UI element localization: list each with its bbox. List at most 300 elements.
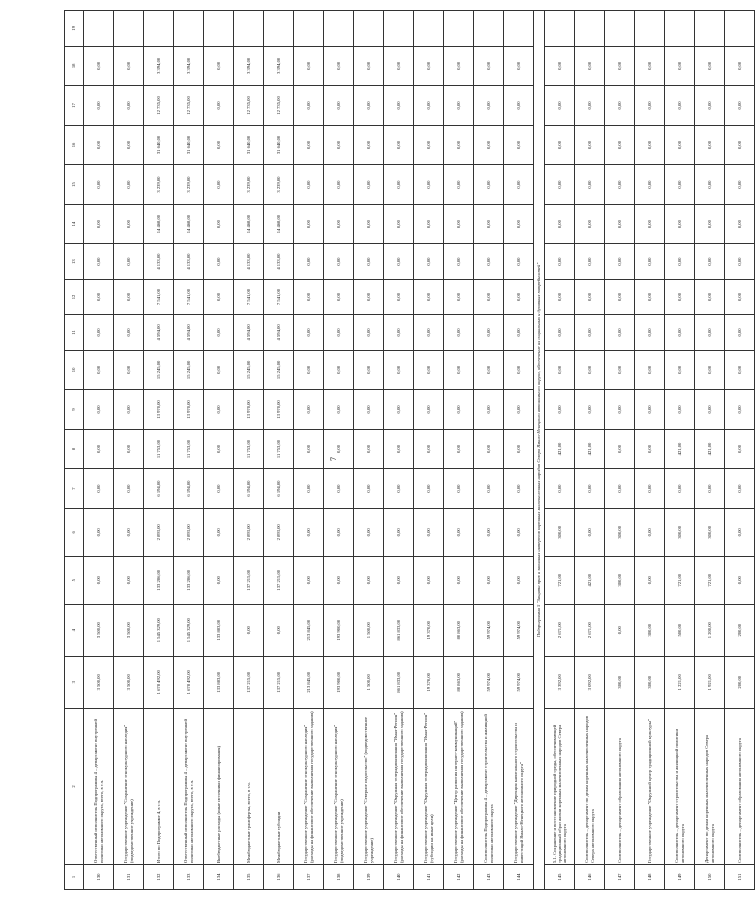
- value-cell: 721,00: [695, 556, 725, 604]
- row-name: Соисполнитель – департамент образования автономного округа: [725, 708, 755, 864]
- value-cell: 421,00: [665, 429, 695, 469]
- value-cell: 0,00: [605, 350, 635, 390]
- value-cell: 3 500,00: [114, 656, 144, 708]
- value-cell: 1 545 329,00: [174, 604, 204, 656]
- value-cell: 0,00: [414, 165, 444, 205]
- row-name: Государственное учреждение "Сохранение этнокультурного наследия" (расходы на финансовое обеспечение выполнения государственного задания): [294, 708, 324, 864]
- value-cell: 12 735,00: [144, 86, 174, 126]
- value-cell: 0,00: [474, 125, 504, 165]
- value-cell-empty: [384, 11, 414, 47]
- value-cell: 133 286,00: [174, 556, 204, 604]
- value-cell: 0,00: [384, 244, 414, 279]
- value-cell: 0,00: [444, 508, 474, 556]
- value-cell: 200,00: [725, 656, 755, 708]
- value-cell: 0,00: [204, 165, 234, 205]
- value-cell: 0,00: [725, 204, 755, 244]
- value-cell: 0,00: [545, 279, 575, 314]
- value-cell: 11 753,00: [144, 429, 174, 469]
- table-row: [384, 11, 414, 890]
- row-number: 142: [444, 865, 474, 890]
- value-cell: 0,00: [294, 86, 324, 126]
- value-cell: 14 468,00: [264, 204, 294, 244]
- row-name: Государственное учреждение "Сохранение этнокультурного наследия" (подведомственное учреждение): [324, 708, 354, 864]
- value-cell: 1 545 329,00: [144, 604, 174, 656]
- value-cell: 0,00: [665, 390, 695, 430]
- value-cell: 3 239,00: [234, 165, 264, 205]
- value-cell: 0,00: [384, 279, 414, 314]
- value-cell: 0,00: [204, 390, 234, 430]
- value-cell: 0,00: [575, 279, 605, 314]
- row-number: 145: [545, 865, 575, 890]
- row-number: 132: [144, 865, 174, 890]
- value-cell: 0,00: [204, 279, 234, 314]
- table-body-subprogram-4: [84, 11, 534, 890]
- row-number: 143: [474, 865, 504, 890]
- value-cell: 0,00: [84, 429, 114, 469]
- value-cell: 19 370,00: [414, 656, 444, 708]
- value-cell: 0,00: [114, 469, 144, 509]
- value-cell: 0,00: [294, 350, 324, 390]
- value-cell: 14 468,00: [144, 204, 174, 244]
- value-cell-empty: [234, 11, 264, 47]
- value-cell: 0,00: [635, 86, 665, 126]
- value-cell: 0,00: [414, 429, 444, 469]
- value-cell: 500,00: [665, 604, 695, 656]
- value-cell: 0,00: [545, 315, 575, 350]
- value-cell: 0,00: [665, 165, 695, 205]
- column-header: 8: [65, 429, 84, 469]
- value-cell: 0,00: [354, 244, 384, 279]
- value-cell: 0,00: [504, 165, 534, 205]
- table-row: [725, 11, 755, 890]
- value-cell: 0,00: [324, 469, 354, 509]
- value-cell: 0,00: [635, 469, 665, 509]
- value-cell-empty: [504, 11, 534, 47]
- row-name: Межбюджетные субсидии: [264, 708, 294, 864]
- value-cell: 0,00: [635, 125, 665, 165]
- value-cell: 861 833,00: [384, 656, 414, 708]
- value-cell: 7 541,00: [264, 279, 294, 314]
- value-cell: 0,00: [384, 46, 414, 86]
- value-cell: 0,00: [114, 279, 144, 314]
- value-cell: 0,00: [444, 556, 474, 604]
- value-cell: 0,00: [414, 204, 444, 244]
- value-cell: 0,00: [84, 165, 114, 205]
- value-cell: 0,00: [324, 244, 354, 279]
- value-cell: 0,00: [605, 604, 635, 656]
- value-cell: 0,00: [575, 508, 605, 556]
- row-number: 139: [354, 865, 384, 890]
- table-row: [294, 11, 324, 890]
- value-cell: 0,00: [725, 86, 755, 126]
- value-cell: 4 594,00: [144, 315, 174, 350]
- value-cell: 0,00: [444, 125, 474, 165]
- subprogram-5-header-row: [534, 11, 545, 890]
- row-number: 150: [695, 865, 725, 890]
- value-cell: 133 286,00: [144, 556, 174, 604]
- value-cell: 0,00: [84, 469, 114, 509]
- value-cell: 31 640,00: [234, 125, 264, 165]
- column-header: 6: [65, 508, 84, 556]
- value-cell: 0,00: [114, 556, 144, 604]
- value-cell: 0,00: [324, 279, 354, 314]
- value-cell: 0,00: [354, 165, 384, 205]
- column-header: 9: [65, 390, 84, 430]
- value-cell: 0,00: [264, 604, 294, 656]
- value-cell: 421,00: [575, 429, 605, 469]
- column-header: 13: [65, 244, 84, 279]
- value-cell: 3 500,00: [84, 656, 114, 708]
- value-cell: 0,00: [695, 244, 725, 279]
- value-cell: 137 215,00: [234, 656, 264, 708]
- value-cell: 2 893,00: [234, 508, 264, 556]
- value-cell: 0,00: [605, 244, 635, 279]
- value-cell: 1 500,00: [354, 656, 384, 708]
- value-cell: 0,00: [725, 279, 755, 314]
- value-cell: 0,00: [84, 315, 114, 350]
- value-cell: 0,00: [414, 390, 444, 430]
- value-cell: 0,00: [605, 315, 635, 350]
- value-cell: 0,00: [635, 556, 665, 604]
- column-header: 10: [65, 350, 84, 390]
- row-name: Внебюджетные расходы (иные источники финансирования): [204, 708, 234, 864]
- value-cell-empty: [444, 11, 474, 47]
- column-header: 5: [65, 556, 84, 604]
- value-cell: 0,00: [324, 204, 354, 244]
- value-cell: 0,00: [114, 165, 144, 205]
- value-cell: 300,00: [605, 656, 635, 708]
- value-cell: 0,00: [635, 508, 665, 556]
- value-cell: 0,00: [324, 508, 354, 556]
- value-cell: 0,00: [294, 469, 324, 509]
- value-cell-empty: [605, 11, 635, 47]
- table-row: [84, 11, 114, 890]
- value-cell: 0,00: [695, 86, 725, 126]
- value-cell: 0,00: [665, 204, 695, 244]
- value-cell: 0,00: [204, 508, 234, 556]
- table-row: [504, 11, 534, 890]
- value-cell: 0,00: [414, 469, 444, 509]
- value-cell: 0,00: [725, 125, 755, 165]
- value-cell: 3 500,00: [84, 604, 114, 656]
- value-cell: 3 500,00: [114, 604, 144, 656]
- value-cell: 0,00: [324, 429, 354, 469]
- value-cell: 0,00: [545, 469, 575, 509]
- value-cell: 0,00: [504, 86, 534, 126]
- table-body-subprogram-5: [545, 11, 755, 890]
- value-cell: 15 245,00: [144, 350, 174, 390]
- value-cell-empty: [635, 11, 665, 47]
- value-cell: 0,00: [504, 429, 534, 469]
- value-cell: 0,00: [635, 279, 665, 314]
- value-cell: 300,00: [545, 508, 575, 556]
- value-cell: 4 594,00: [264, 315, 294, 350]
- column-header: 17: [65, 86, 84, 126]
- value-cell: 0,00: [545, 165, 575, 205]
- value-cell: 11 753,00: [264, 429, 294, 469]
- row-name: Государственное учреждение "Центр развития интернет-коммуникаций" (расходы на финансовое обеспечение выполнения государственного задания): [444, 708, 474, 864]
- value-cell: 0,00: [605, 125, 635, 165]
- value-cell: 0,00: [575, 390, 605, 430]
- value-cell: 6 194,00: [234, 469, 264, 509]
- row-name: Государственное учреждение "Окружной центр традиционной культуры": [635, 708, 665, 864]
- value-cell: 0,00: [384, 350, 414, 390]
- table-row: [635, 11, 665, 890]
- row-number: 147: [605, 865, 635, 890]
- column-header: 12: [65, 279, 84, 314]
- value-cell: 0,00: [695, 204, 725, 244]
- value-cell-empty: [545, 11, 575, 47]
- value-cell: 0,00: [474, 390, 504, 430]
- value-cell: 6 194,00: [144, 469, 174, 509]
- value-cell: 0,00: [294, 390, 324, 430]
- value-cell: 0,00: [84, 556, 114, 604]
- value-cell: 0,00: [354, 508, 384, 556]
- value-cell: 0,00: [504, 390, 534, 430]
- value-cell-empty: [144, 11, 174, 47]
- column-header: 3: [65, 656, 84, 708]
- table-row: [354, 11, 384, 890]
- value-cell: 0,00: [324, 86, 354, 126]
- value-cell: 193 900,00: [324, 604, 354, 656]
- table-row: [144, 11, 174, 890]
- table-row: [665, 11, 695, 890]
- value-cell: 0,00: [695, 350, 725, 390]
- value-cell: 1 221,00: [665, 656, 695, 708]
- value-cell: 2 893,00: [264, 508, 294, 556]
- value-cell: 31 640,00: [264, 125, 294, 165]
- value-cell: 0,00: [384, 125, 414, 165]
- row-name: Государственное учреждение "Окружная телерадиокомпания "Ямал-Регион" (субсидии на иные цели): [414, 708, 444, 864]
- value-cell: 0,00: [114, 125, 144, 165]
- value-cell: 6 194,00: [264, 469, 294, 509]
- value-cell-empty: [354, 11, 384, 47]
- value-cell: 0,00: [294, 279, 324, 314]
- value-cell: 0,00: [545, 350, 575, 390]
- table-row: [605, 11, 635, 890]
- row-name: Итого по Подпрограмме 4, в т.ч.: [144, 708, 174, 864]
- value-cell: 0,00: [294, 556, 324, 604]
- value-cell: 0,00: [504, 556, 534, 604]
- value-cell: 0,00: [725, 556, 755, 604]
- value-cell: 14 468,00: [174, 204, 204, 244]
- table-row: [474, 11, 504, 890]
- value-cell: 0,00: [605, 86, 635, 126]
- value-cell: 0,00: [114, 86, 144, 126]
- table-row: [545, 11, 575, 890]
- value-cell: 133 883,00: [204, 604, 234, 656]
- value-cell: 15 245,00: [264, 350, 294, 390]
- value-cell: 0,00: [294, 244, 324, 279]
- value-cell: 15 245,00: [234, 350, 264, 390]
- row-number: 151: [725, 865, 755, 890]
- value-cell: 0,00: [384, 469, 414, 509]
- value-cell: 0,00: [444, 469, 474, 509]
- value-cell: 0,00: [444, 350, 474, 390]
- value-cell: 0,00: [665, 244, 695, 279]
- value-cell: 0,00: [635, 244, 665, 279]
- table-row: [234, 11, 264, 890]
- value-cell: 19 370,00: [414, 604, 444, 656]
- row-name: Соисполнитель – департамент образования автономного округа: [605, 708, 635, 864]
- table-row: [174, 11, 204, 890]
- value-cell-empty: [324, 11, 354, 47]
- value-cell: 300,00: [635, 604, 665, 656]
- column-header: 18: [65, 46, 84, 86]
- value-cell: 0,00: [605, 279, 635, 314]
- value-cell: 0,00: [384, 390, 414, 430]
- row-number: 130: [84, 865, 114, 890]
- value-cell: 0,00: [695, 165, 725, 205]
- value-cell: 0,00: [114, 46, 144, 86]
- value-cell: 0,00: [635, 46, 665, 86]
- value-cell: 137 215,00: [234, 556, 264, 604]
- value-cell: 3 392,00: [545, 656, 575, 708]
- value-cell: 0,00: [444, 244, 474, 279]
- value-cell: 0,00: [474, 556, 504, 604]
- row-name: Межбюджетные трансферты, всего, в т.ч.: [234, 708, 264, 864]
- value-cell: 0,00: [84, 350, 114, 390]
- table-row: [204, 11, 234, 890]
- value-cell: 0,00: [444, 165, 474, 205]
- value-cell: 0,00: [204, 315, 234, 350]
- value-cell: 0,00: [294, 125, 324, 165]
- value-cell: 0,00: [294, 508, 324, 556]
- value-cell: 0,00: [354, 125, 384, 165]
- table-row: [695, 11, 725, 890]
- table-row: [264, 11, 294, 890]
- value-cell: 421,00: [575, 556, 605, 604]
- value-cell: 0,00: [605, 204, 635, 244]
- column-header: 16: [65, 125, 84, 165]
- value-cell: 0,00: [84, 204, 114, 244]
- value-cell: 3 394,00: [234, 46, 264, 86]
- value-cell: 0,00: [114, 429, 144, 469]
- value-cell: 133 883,00: [204, 656, 234, 708]
- value-cell: 3 394,00: [144, 46, 174, 86]
- value-cell: 2 671,00: [545, 604, 575, 656]
- value-cell: 300,00: [635, 656, 665, 708]
- value-cell: 7 541,00: [144, 279, 174, 314]
- value-cell: 3 394,00: [174, 46, 204, 86]
- value-cell: 0,00: [575, 165, 605, 205]
- value-cell: 0,00: [414, 508, 444, 556]
- value-cell: 0,00: [545, 204, 575, 244]
- value-cell: 0,00: [725, 390, 755, 430]
- value-cell: 0,00: [114, 390, 144, 430]
- value-cell: 3 092,00: [575, 656, 605, 708]
- value-cell: 0,00: [605, 390, 635, 430]
- value-cell: 0,00: [575, 350, 605, 390]
- value-cell: 3 239,00: [264, 165, 294, 205]
- value-cell: 1 500,00: [354, 604, 384, 656]
- value-cell: 0,00: [695, 125, 725, 165]
- table-row: [414, 11, 444, 890]
- row-number: 149: [665, 865, 695, 890]
- value-cell: 0,00: [444, 86, 474, 126]
- value-cell: 0,00: [474, 508, 504, 556]
- value-cell: 0,00: [504, 244, 534, 279]
- value-cell: 0,00: [695, 46, 725, 86]
- value-cell: 0,00: [444, 204, 474, 244]
- value-cell: 0,00: [474, 46, 504, 86]
- value-cell: 0,00: [474, 429, 504, 469]
- value-cell: 0,00: [204, 469, 234, 509]
- value-cell: 0,00: [384, 315, 414, 350]
- value-cell: 300,00: [605, 508, 635, 556]
- value-cell: 300,00: [665, 508, 695, 556]
- value-cell-empty: [474, 11, 504, 47]
- value-cell: 0,00: [474, 469, 504, 509]
- value-cell: 0,00: [665, 350, 695, 390]
- value-cell: 0,00: [444, 279, 474, 314]
- value-cell-empty: [114, 11, 144, 47]
- value-cell: 0,00: [725, 469, 755, 509]
- value-cell: 0,00: [414, 244, 444, 279]
- row-number: 140: [384, 865, 414, 890]
- value-cell: 3 239,00: [174, 165, 204, 205]
- value-cell: 59 974,00: [474, 656, 504, 708]
- row-name: Государственное учреждение "Окружная телерадиокомпания "Ямал-Регион" (расходы на финансовое обеспечение выполнения государственного задания): [384, 708, 414, 864]
- value-cell: 0,00: [474, 315, 504, 350]
- value-cell: 0,00: [354, 390, 384, 430]
- value-cell: 0,00: [84, 508, 114, 556]
- value-cell: 0,00: [114, 508, 144, 556]
- value-cell-empty: [174, 11, 204, 47]
- value-cell: 2 671,00: [575, 604, 605, 656]
- column-header: 15: [65, 165, 84, 205]
- row-name: 5.1. Сохранение и восстановление природной среды, обеспечивающей традиционный образ жизни коренных малочисленных народов Севера автономного округа: [545, 708, 575, 864]
- value-cell: 0,00: [545, 125, 575, 165]
- value-cell: 0,00: [725, 350, 755, 390]
- value-cell: 0,00: [695, 279, 725, 314]
- value-cell: 0,00: [635, 315, 665, 350]
- value-cell: 0,00: [384, 86, 414, 126]
- value-cell: 300,00: [605, 556, 635, 604]
- value-cell: 0,00: [665, 315, 695, 350]
- value-cell: 0,00: [294, 315, 324, 350]
- value-cell: 0,00: [324, 556, 354, 604]
- value-cell: 0,00: [605, 46, 635, 86]
- value-cell: 0,00: [324, 46, 354, 86]
- value-cell: 0,00: [354, 469, 384, 509]
- table-row: [324, 11, 354, 890]
- value-cell: 0,00: [354, 86, 384, 126]
- value-cell-empty: [204, 11, 234, 47]
- column-header: 19: [65, 11, 84, 47]
- value-cell: 0,00: [384, 165, 414, 205]
- value-cell: 0,00: [665, 86, 695, 126]
- value-cell: 0,00: [575, 315, 605, 350]
- value-cell: 0,00: [414, 86, 444, 126]
- row-number: 136: [264, 865, 294, 890]
- value-cell: 7 541,00: [234, 279, 264, 314]
- value-cell: 0,00: [384, 556, 414, 604]
- value-cell: 0,00: [725, 508, 755, 556]
- value-cell: 0,00: [234, 604, 264, 656]
- value-cell: 421,00: [695, 429, 725, 469]
- value-cell: 0,00: [725, 165, 755, 205]
- value-cell: 0,00: [575, 86, 605, 126]
- page-number: 7: [330, 456, 339, 462]
- value-cell: 0,00: [575, 469, 605, 509]
- value-cell: 0,00: [354, 46, 384, 86]
- value-cell: 0,00: [114, 350, 144, 390]
- value-cell: 1 200,00: [695, 604, 725, 656]
- value-cell: 0,00: [414, 125, 444, 165]
- value-cell: 0,00: [204, 244, 234, 279]
- value-cell: 0,00: [665, 46, 695, 86]
